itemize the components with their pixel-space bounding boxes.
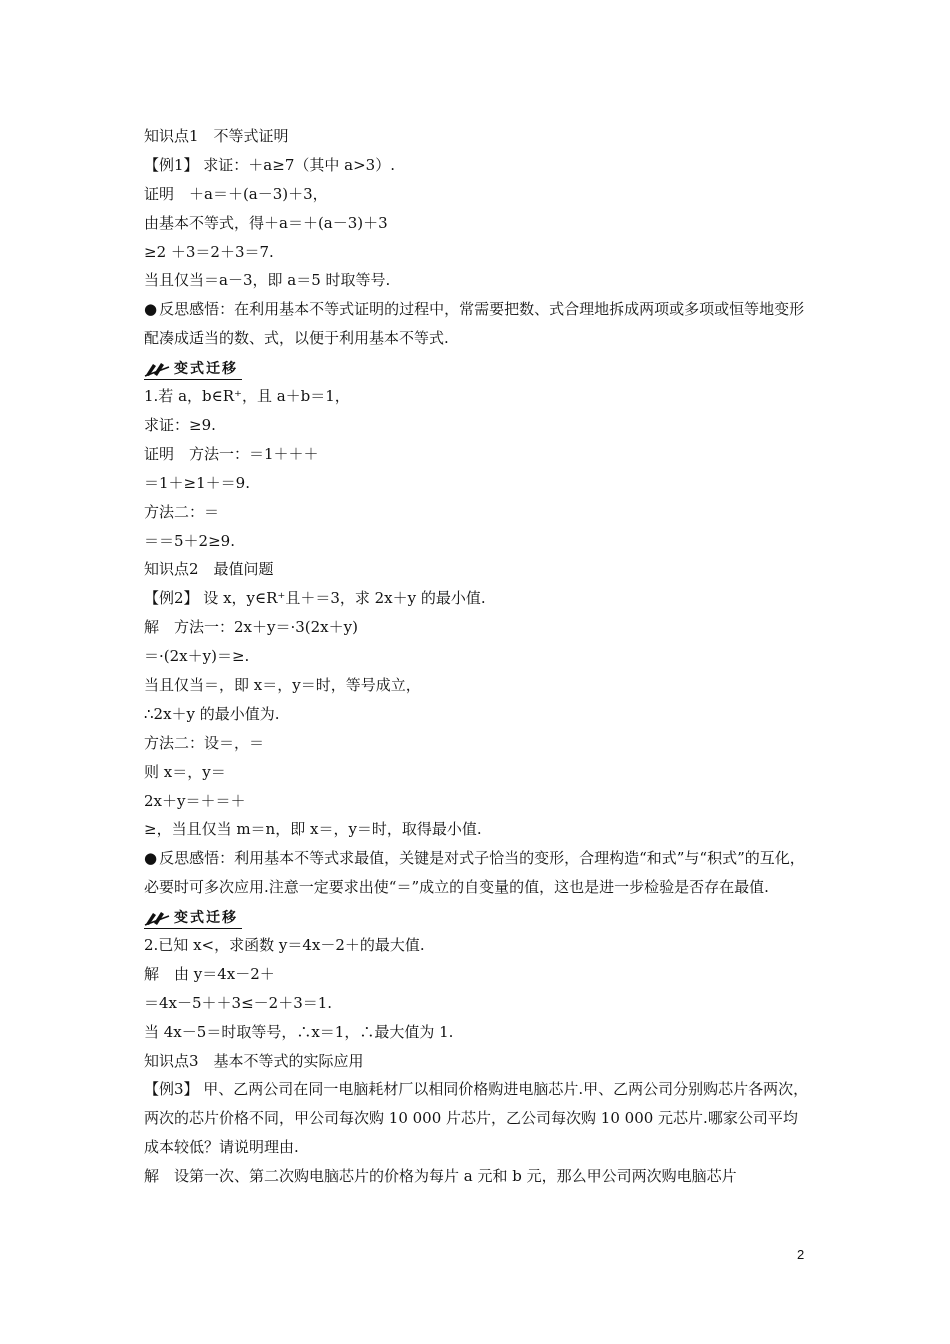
section-heading-3: 知识点3 基本不等式的实际应用 bbox=[144, 1051, 364, 1070]
bullet-icon: ● bbox=[144, 300, 158, 319]
exercise-line: ＝1＋≥1＋＝9. bbox=[144, 473, 250, 492]
reflection-note-2 bbox=[144, 844, 812, 902]
solution-line: 方法二：设＝，＝ bbox=[144, 733, 265, 752]
exercise-line: 方法二：＝ bbox=[144, 502, 220, 521]
solution-line: 当 4x－5＝时取等号，∴x＝1，∴最大值为 1. bbox=[144, 1022, 454, 1041]
example-3-statement: 【例3】 甲、乙两公司在同一电脑耗材厂以相同价格购进电脑芯片.甲、乙两公司分别购芯片各两次，两次的芯片价格不同，甲公司每次购 10 000 片芯片，乙公司每次购 10 000 元芯片.哪家公司平均成本较低？请说明理由. bbox=[144, 1080, 809, 1157]
solution-line: 解 由 y＝4x－2＋ bbox=[144, 964, 275, 983]
example-1-statement: 【例1】 求证：＋a≥7（其中 a>3）. bbox=[144, 155, 395, 174]
exercise-line: ＝＝5＋2≥9. bbox=[144, 531, 235, 550]
page-content bbox=[144, 122, 812, 1191]
pen-icon bbox=[144, 910, 170, 926]
page-number: 2 bbox=[797, 1247, 805, 1262]
reflection-text: 反思感悟：利用基本不等式求最值，关键是对式子恰当的变形，合理构造“和式”与“积式”的互化，必要时可多次应用.注意一定要求出使“＝”成立的自变量的值，这也是进一步检验是否存在最值. bbox=[144, 849, 805, 897]
section-heading-2: 知识点2 最值问题 bbox=[144, 560, 274, 579]
exercise-line: 求证：≥9. bbox=[144, 415, 216, 434]
banner-label: 变式迁移 bbox=[174, 910, 238, 927]
proof-line: 当且仅当＝a－3，即 a＝5 时取等号. bbox=[144, 271, 391, 290]
section-heading-1: 知识点1 不等式证明 bbox=[144, 127, 289, 145]
proof-line: ≥2 ＋3＝2＋3＝7. bbox=[144, 242, 274, 261]
solution-line: 解 方法一：2x＋y＝·3(2x＋y) bbox=[144, 618, 358, 637]
pen-icon bbox=[144, 361, 170, 377]
solution-line: ≥，当且仅当 m＝n，即 x＝，y＝时，取得最小值. bbox=[144, 820, 482, 839]
solution-line: 2x＋y＝＋＝＋ bbox=[144, 791, 246, 810]
bullet-icon: ● bbox=[144, 849, 158, 868]
solution-line: 当且仅当＝，即 x＝，y＝时，等号成立， bbox=[144, 675, 421, 694]
proof-line: 由基本不等式，得＋a＝＋(a－3)＋3 bbox=[144, 213, 388, 232]
proof-line: 证明 ＋a＝＋(a－3)＋3， bbox=[144, 184, 328, 203]
variant-banner-1 bbox=[144, 353, 812, 382]
exercise-line: 证明 方法一：＝1＋＋＋ bbox=[144, 444, 319, 463]
solution-line: ∴2x＋y 的最小值为. bbox=[144, 704, 280, 723]
solution-line: 则 x＝，y＝ bbox=[144, 762, 226, 781]
exercise-2-statement: 2.已知 x<，求函数 y＝4x－2＋的最大值. bbox=[144, 936, 425, 954]
exercise-1-statement: 1.若 a，b∈R⁺，且 a＋b＝1， bbox=[144, 387, 350, 406]
banner-label: 变式迁移 bbox=[174, 361, 238, 378]
solution-line: ＝·(2x＋y)＝≥. bbox=[144, 647, 250, 666]
example-2-statement: 【例2】 设 x，y∈R⁺且＋＝3，求 2x＋y 的最小值. bbox=[144, 589, 486, 608]
reflection-note-1 bbox=[144, 295, 812, 353]
reflection-text: 反思感悟：在利用基本不等式证明的过程中，常需要把数、式合理地拆成两项或多项或恒等地变形配凑成适当的数、式，以便于利用基本不等式. bbox=[144, 300, 805, 348]
variant-banner-2 bbox=[144, 902, 812, 931]
solution-line: ＝4x－5＋＋3≤－2＋3＝1. bbox=[144, 993, 333, 1012]
solution-line: 解 设第一次、第二次购电脑芯片的价格为每片 a 元和 b 元，那么甲公司两次购电脑芯片 bbox=[144, 1167, 737, 1186]
